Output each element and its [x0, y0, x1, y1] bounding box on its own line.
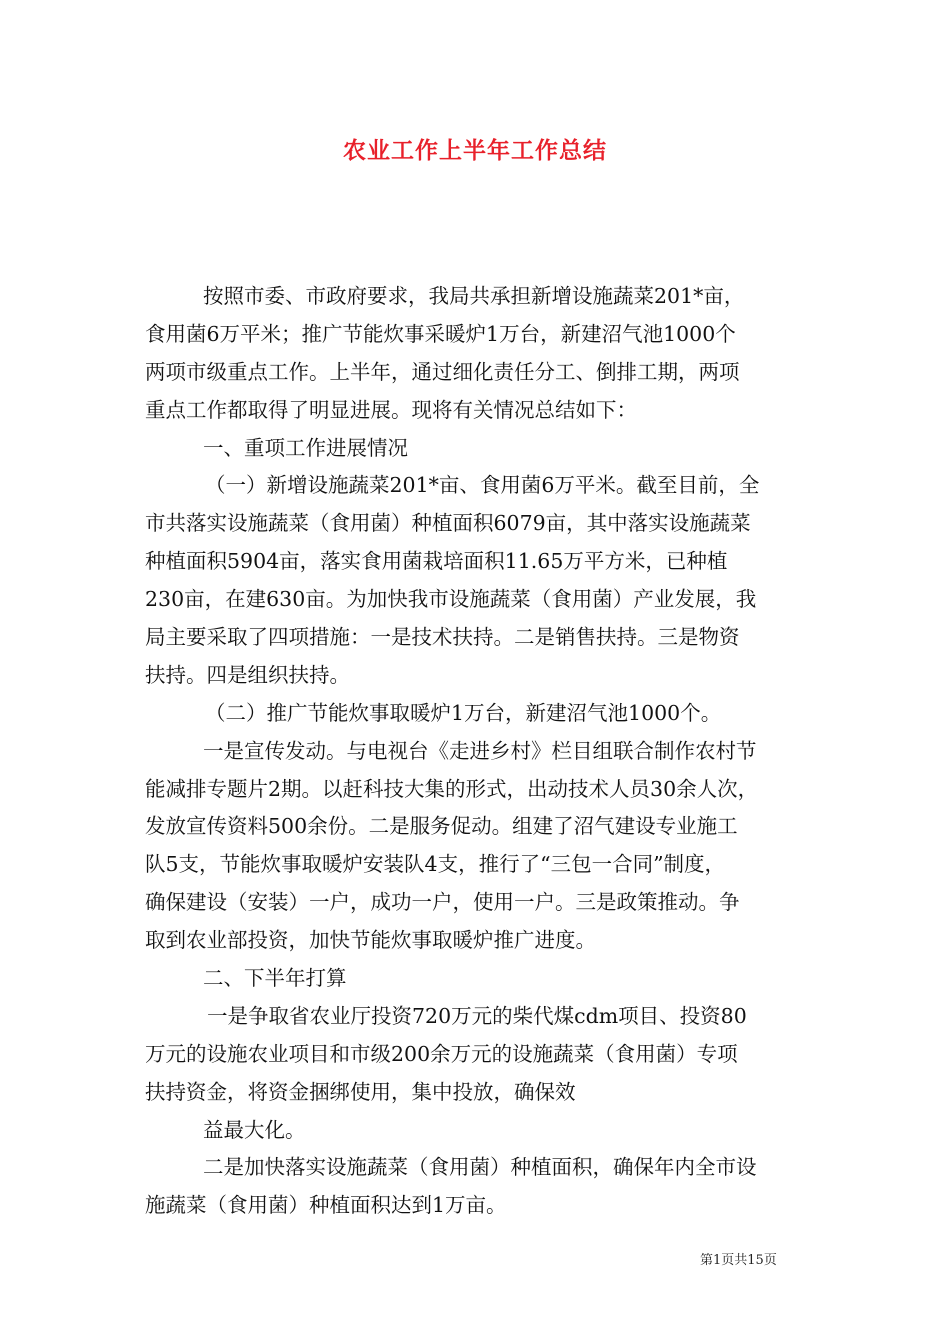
subsection-heading: （一）新增设施蔬菜201*亩、食用菌6万平米。截至目前，全 — [205, 473, 760, 498]
paragraph-line: 230亩，在建630亩。为加快我市设施蔬菜（食用菌）产业发展，我 — [145, 587, 757, 612]
paragraph-line: 发放宣传资料500余份。二是服务促动。组建了沼气建设专业施工 — [145, 814, 738, 839]
paragraph-line: 局主要采取了四项措施：一是技术扶持。二是销售扶持。三是物资 — [145, 625, 740, 650]
paragraph-line: 万元的设施农业项目和市级200余万元的设施蔬菜（食用菌）专项 — [145, 1041, 738, 1066]
section-heading: 一、重项工作进展情况 — [203, 435, 408, 460]
document-body — [145, 278, 810, 1225]
section-heading: 二、下半年打算 — [203, 966, 347, 991]
paragraph-line: 扶持资金，将资金捆绑使用，集中投放，确保效 — [145, 1079, 576, 1104]
page-number: 第1页共15页 — [700, 1253, 777, 1268]
document-title: 农业工作上半年工作总结 — [343, 137, 607, 164]
paragraph-line: 确保建设（安装）一户，成功一户，使用一户。三是政策推动。争 — [145, 890, 740, 915]
paragraph-line: 市共落实设施蔬菜（食用菌）种植面积6079亩，其中落实设施蔬菜 — [145, 511, 751, 536]
paragraph-line: 食用菌6万平米；推广节能炊事采暖炉1万台，新建沼气池1000个 — [145, 321, 736, 346]
paragraph-line: 按照市委、市政府要求，我局共承担新增设施蔬菜201*亩， — [203, 284, 745, 308]
paragraph-line: 两项市级重点工作。上半年，通过细化责任分工、倒排工期，两项 — [145, 359, 740, 384]
paragraph-line: 重点工作都取得了明显进展。现将有关情况总结如下： — [145, 397, 637, 422]
paragraph-line: 队5支，节能炊事取暖炉安装队4支，推行了“三包一合同”制度， — [145, 852, 726, 877]
paragraph-line: 种植面积5904亩，落实食用菌栽培面积11.65万平方米，已种植 — [145, 549, 728, 574]
paragraph-line: 扶持。四是组织扶持。 — [145, 662, 350, 687]
paragraph-line: 施蔬菜（食用菌）种植面积达到1万亩。 — [145, 1193, 507, 1218]
paragraph-line: 一是争取省农业厅投资720万元的柴代煤cdm项目、投资80 — [207, 1003, 747, 1028]
paragraph-line: 二是加快落实设施蔬菜（食用菌）种植面积，确保年内全市设 — [203, 1155, 757, 1180]
paragraph-line: 取到农业部投资，加快节能炊事取暖炉推广进度。 — [145, 928, 596, 953]
subsection-heading: （二）推广节能炊事取暖炉1万台，新建沼气池1000个。 — [205, 700, 722, 725]
paragraph-line: 益最大化。 — [203, 1117, 306, 1142]
paragraph-line: 能减排专题片2期。以赶科技大集的形式，出动技术人员30余人次， — [145, 776, 759, 801]
paragraph-line: 一是宣传发动。与电视台《走进乡村》栏目组联合制作农村节 — [203, 738, 757, 763]
